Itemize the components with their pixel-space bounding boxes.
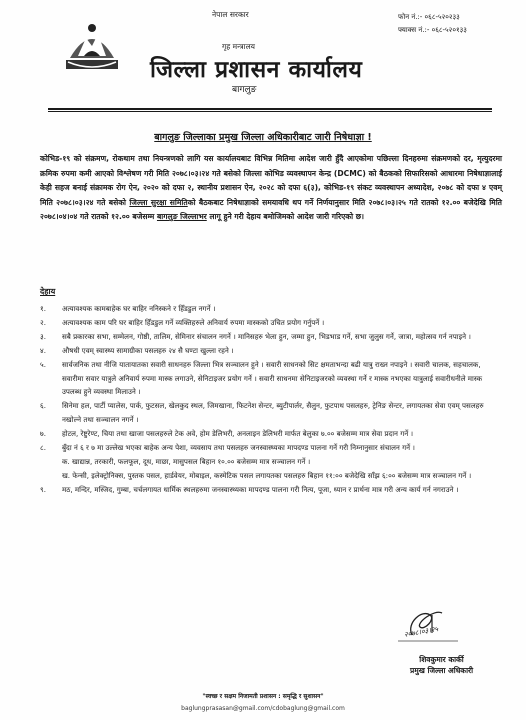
list-item-number: ३. xyxy=(40,331,46,341)
list-item-text: ख. फेन्सी, इलेक्ट्रोनिक्स, पुस्तक पसल, हार्डवेयर, मोबाइल, कस्मेटिक पसल लगायतका पसलहरु बिहान ११:०० बजेदेखि साँझ ६:०० बजेसम्म मात्र सञ्चालन गर्ने । xyxy=(62,470,472,480)
office-title: जिल्ला प्रशासन कार्यालय xyxy=(150,57,363,83)
list-item xyxy=(40,330,500,344)
list-item-number: ४. xyxy=(40,345,46,355)
list-item-text: सबै प्रकारका सभा, सम्मेलन, गोष्ठी, तालिम, सेमिनार संचालन नगर्ने । मानिसहरु भेला हुन, जम्मा हुन, भिडभाड गर्ने, सभा जुलुस गर्ने, जात्रा, महोत्सव गर्न नपाइने । xyxy=(62,331,471,341)
list-item xyxy=(40,455,500,469)
list-item xyxy=(40,302,500,316)
ministry-label: गृह मन्त्रालय xyxy=(222,42,256,51)
list-item xyxy=(40,316,500,330)
signatory-block xyxy=(410,654,473,676)
list-item-text: सार्वजनिक तथा नीजि यातायातका सवारी साधनहरु जिल्ला भित्र सञ्चालन हुने । सवारी साधनको सिट क्षमताभन्दा बढी यात्रु राख्न नपाइने । सवारी चालक, सहचालक, सवारीमा सवार यात्रुले अनिवार्य रुपमा मास्क लगाउने, सेनिटाइजर प्रयोग गर्ने । सवारी साधनमा सेनिटाइजरको व्यवस्था गर्ने र मास्क नभएका यात्रुलाई सवारीधनीले मास्क उपलब्ध हुने व्यवस्था मिलाउने । xyxy=(62,359,483,397)
body-part-3: लागू हुने गरी देहाय बमोजिमको आदेश जारी गरिएको छ। xyxy=(206,212,364,222)
list-item-number: ५. xyxy=(40,359,46,369)
list-item-text: क. खाद्यान्न, तरकारी, फलफूल, दूध, माछा, मासुपसल बिहान १०.०० बजेसम्म मात्र सञ्चालन गर्ने । xyxy=(62,456,311,466)
footer-slogan: "स्वच्छ र सक्षम निजामती प्रशासन : समृद्धि र सुशासन" xyxy=(202,693,324,700)
list-item xyxy=(40,344,500,358)
signature-image xyxy=(392,605,464,645)
government-label: नेपाल सरकार xyxy=(212,10,249,19)
list-item xyxy=(40,469,500,483)
list-item-text: अत्यावश्यक काम परि घर बाहिर हिँडडुल गर्ने व्यक्तिहरुले अनिवार्य रुपमा मास्कको उचित प्रयोग गर्नुपर्ने । xyxy=(62,317,325,327)
list-item xyxy=(40,483,500,497)
nepal-emblem-icon xyxy=(64,16,120,72)
list-item-number: १. xyxy=(40,304,46,313)
list-item xyxy=(40,399,500,427)
body-part-1: कोभिड-१९ को संक्रमण, रोकथाम तथा नियन्त्रणको लागि यस कार्यालयबाट विभिन्न मितिमा आदेश जारी हुँदै आएकोमा पछिल्ला दिनहरुमा संक्रमणको दर, मृत्युदरमा क्रमिक रुपमा कमी आएको विश्लेषण गरी मिति २०७८।०३।२४ गते बसेको जिल्ला कोभिड व्यवस्थापन केन्द्र (DCMC) को बैठकको सिफारिसको आधारमा निषेधाज्ञालाई केही सहज बनाई संक्रामक रोग ऐन, २०२० को दफा २, स्थानीय प्रशासन ऐन, २०२८ को दफा ६(३), कोभिड-१९ संकट व्यवस्थापन अध्यादेश, २०७८ को दफा ४ एवम् मिति २०७८।०३।२४ गते बसेको xyxy=(40,154,502,207)
district-label: बागलुङ xyxy=(232,85,257,95)
order-list xyxy=(40,302,500,497)
header-divider xyxy=(48,108,492,112)
phone-number: फोन नं.:- ०६८-५२०२३३ xyxy=(398,13,460,21)
contact-block xyxy=(398,11,467,37)
list-item xyxy=(40,427,500,441)
body-part-2: को बैठकबाट निषेधाज्ञाको समयावधि थप गर्ने निर्णयानुसार मिति २०७८।०३।२५ गते रातको १२.०० बजेदेखि मिति २०७८।०४।०४ गते रातको १२.०० बजेसम्म xyxy=(40,197,502,222)
list-item-text: औषधी एवम् स्वास्थ्य सामाग्रीका पसलहरु २४ सै घण्टा खुल्ला रहने । xyxy=(62,345,234,355)
body-district-wide: बागलुङ जिल्लाभर xyxy=(156,212,207,222)
list-item xyxy=(40,358,500,400)
notice-body xyxy=(40,152,502,225)
notice-subject: बागलुङ जिल्लाका प्रमुख जिल्ला अधिकारीबाट जारी निषेधाज्ञा ! xyxy=(154,132,372,143)
list-item-number: ६. xyxy=(40,401,46,411)
signatory-name: शिवकुमार कार्की xyxy=(419,655,464,664)
list-item-number: ७. xyxy=(40,429,46,439)
list-item-number: ९. xyxy=(40,484,46,494)
signatory-title: प्रमुख जिल्ला अधिकारी xyxy=(410,666,474,675)
list-item xyxy=(40,441,500,455)
list-item-text: सिनेमा हल, पार्टी प्यालेस, पार्क, फुटसल, खेलकुद स्थल, जिमखाना, फिटनेश सेन्टर, ब्युटीपार्लर, सैलुन, फुटपाथ पसलहरु, ट्रेनिङ सेन्टर, लगायतका सेवा एवम् पसलहरु नखोल्ने तथा सञ्चालन नगर्ने । xyxy=(62,401,484,425)
list-item-number: २. xyxy=(40,317,46,327)
list-heading: देहाय xyxy=(40,287,56,296)
signature-date: २०७८।०३।२५ xyxy=(403,625,439,639)
list-item-text: अत्यावश्यक कामबाहेक घर बाहिर ननिस्कने र हिँडडुल नगर्ने । xyxy=(62,304,216,313)
list-item-text: बुँदा नं ६ र ७ मा उल्लेख भएका बाहेक अन्य पेशा, व्यवसाय तथा पसलहरु जनस्वास्थ्यका मापदण्ड पालना गर्ने गरी निम्नानुसार संचालन गर्ने । xyxy=(62,443,415,453)
body-security-committee: जिल्ला सुरक्षा समिति xyxy=(129,197,188,207)
list-item-number: ८. xyxy=(40,443,46,453)
fax-number: फ्याक्स नं.:- ०६८-५२०१३३ xyxy=(398,26,467,34)
list-item-text: होटल, रेष्टुरेण्ट, चिया तथा खाजा पसलहरुले टेक अवे, होम डेलिभरी, अनलाइन डेलिभरी मार्फत बेलुका ७.०० बजेसम्म मात्र सेवा प्रदान गर्ने । xyxy=(62,429,414,439)
list-item-text: मठ, मन्दिर, मस्जिद, गुम्बा, चर्चलगायत धार्मिक स्थलहरुमा जनस्वास्थ्यका मापदण्ड पालना गरी नित्य, पूजा, ध्यान र प्रार्थना मात्र गरी अन्य कार्य गर्न नगराउने । xyxy=(62,484,459,494)
footer-email: baglungprasasan@gmail.com/cdobaglung@gmail.com xyxy=(181,705,345,712)
